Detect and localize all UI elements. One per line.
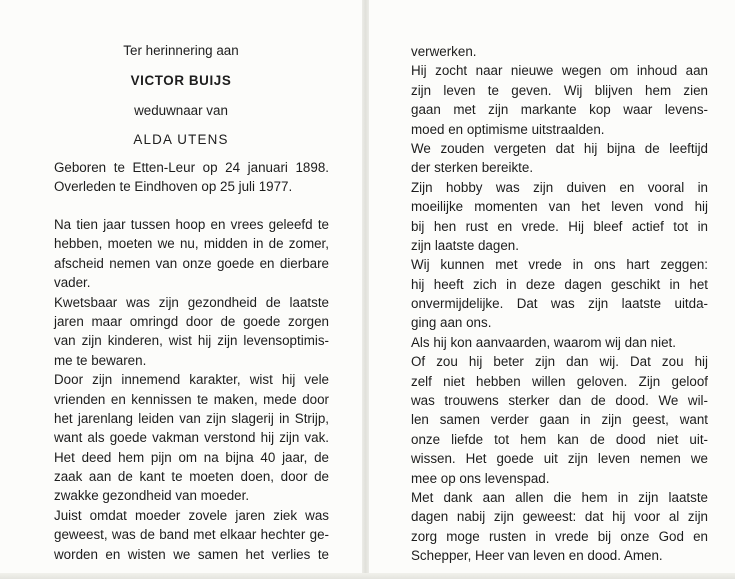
text-line: onvermijdelijke. Dat was zijn laatste uitda- <box>411 296 708 312</box>
text-line: der sterken bereikte. <box>411 160 534 176</box>
text-line: zelf niet hebben willen geloven. Zijn geloof <box>411 373 708 389</box>
text-line: moed en optimisme uitstraalden. <box>411 121 605 137</box>
text-line: ging aan ons. <box>411 315 492 331</box>
text-line: zaak aan de kant te moeten doen, door de <box>54 469 329 485</box>
text-line: Schepper, Heer van leven en dood. Amen. <box>411 548 663 564</box>
text-line: Door zijn innemend karakter, wist hij vele <box>54 372 329 388</box>
text-line: was trouwens sterker dan de dood. We wil- <box>411 393 708 409</box>
intro-line: Ter herinnering aan <box>123 43 239 58</box>
text-line: Wij kunnen met vrede in ons hart zeggen: <box>411 257 708 273</box>
relation-line: weduwnaar van <box>134 103 228 118</box>
text-line: me te bewaren. <box>54 352 147 368</box>
text-line: len samen verder gaan in zijn geest, want <box>411 412 708 428</box>
text-line: gaan met zijn markante kop waar levens- <box>411 102 708 118</box>
text-line: onze liefde tot hem kan de dood niet uit- <box>411 431 708 447</box>
text-line: verwerken. <box>411 44 477 59</box>
text-line: het jarenlang leiden van zijn slagerij in Strijp, <box>54 410 329 426</box>
deceased-name: VICTOR BUIJS <box>130 73 232 88</box>
text-line: moeilijke momenten van het leven vond hij <box>411 199 708 215</box>
card-bottom-edge <box>0 573 735 579</box>
text-line: Met dank aan allen die hem in zijn laatste <box>411 489 708 505</box>
text-line: zijn leven te geven. Wij blijven hem zien <box>411 82 708 98</box>
text-line: Juist omdat moeder zovele jaren ziek was <box>54 507 329 523</box>
text-line: We zouden vergeten dat hij bijna de leeftijd <box>411 140 708 156</box>
text-line: dagen nabij zijn geweest: dat hij voor al zijn <box>411 509 708 525</box>
text-line: worden en wisten we samen het verlies te <box>54 546 329 562</box>
text-line: afscheid nemen van onze goede en dierbare <box>54 255 329 271</box>
text-line: Zijn hobby was zijn duiven en vooral in <box>411 179 708 195</box>
text-line: want als goede vakman verstond hij zijn vak. <box>54 430 329 446</box>
text-line: hij heeft zich in deze dagen geschikt in het <box>411 276 708 292</box>
text-line: vader. <box>54 275 91 291</box>
text-line: zorg moge rusten in vrede bij onze God en <box>411 528 708 544</box>
text-line: hebben, moeten we nu, midden in de zomer, <box>54 236 329 252</box>
text-line: Na tien jaar tussen hoop en vrees geleefd te <box>54 217 329 232</box>
text-line: mee op ons levenspad. <box>411 470 550 486</box>
left-column-text <box>54 215 329 564</box>
text-line: Of zou hij beter zijn dan wij. Dat zou hij <box>411 354 708 370</box>
spouse-name: ALDA UTENS <box>133 132 229 147</box>
text-line: vrienden en kennissen te maken, mede door <box>54 391 329 407</box>
text-line: zijn laatste dagen. <box>411 237 519 253</box>
text-line: wissen. Het goede uit zijn leven nemen we <box>411 451 708 467</box>
text-line: Als hij kon aanvaarden, waarom wij dan niet. <box>411 334 676 350</box>
text-line: jaren maar omringd door de goede zorgen <box>54 313 329 329</box>
right-column-text <box>411 42 708 566</box>
dates-block <box>54 158 329 197</box>
card-fold <box>362 0 369 579</box>
text-line: Het deed hem pijn om na bijna 40 jaar, de <box>54 449 329 465</box>
text-line: van zijn kinderen, wist hij zijn levensoptimis- <box>54 333 329 349</box>
text-line: Hij zocht naar nieuwe wegen om inhoud aan <box>411 63 708 79</box>
text-line: geweest, was de band met elkaar hechter ge- <box>54 527 329 543</box>
text-line: zwakke gezondheid van moeder. <box>54 488 250 504</box>
text-line: bij hen rust en vrede. Hij bleef actief tot in <box>411 218 708 234</box>
birth-line: Geboren te Etten-Leur op 24 januari 1898. <box>54 160 329 175</box>
death-line: Overleden te Eindhoven op 25 juli 1977. <box>54 179 293 195</box>
text-line: Kwetsbaar was zijn gezondheid de laatste <box>54 294 329 310</box>
